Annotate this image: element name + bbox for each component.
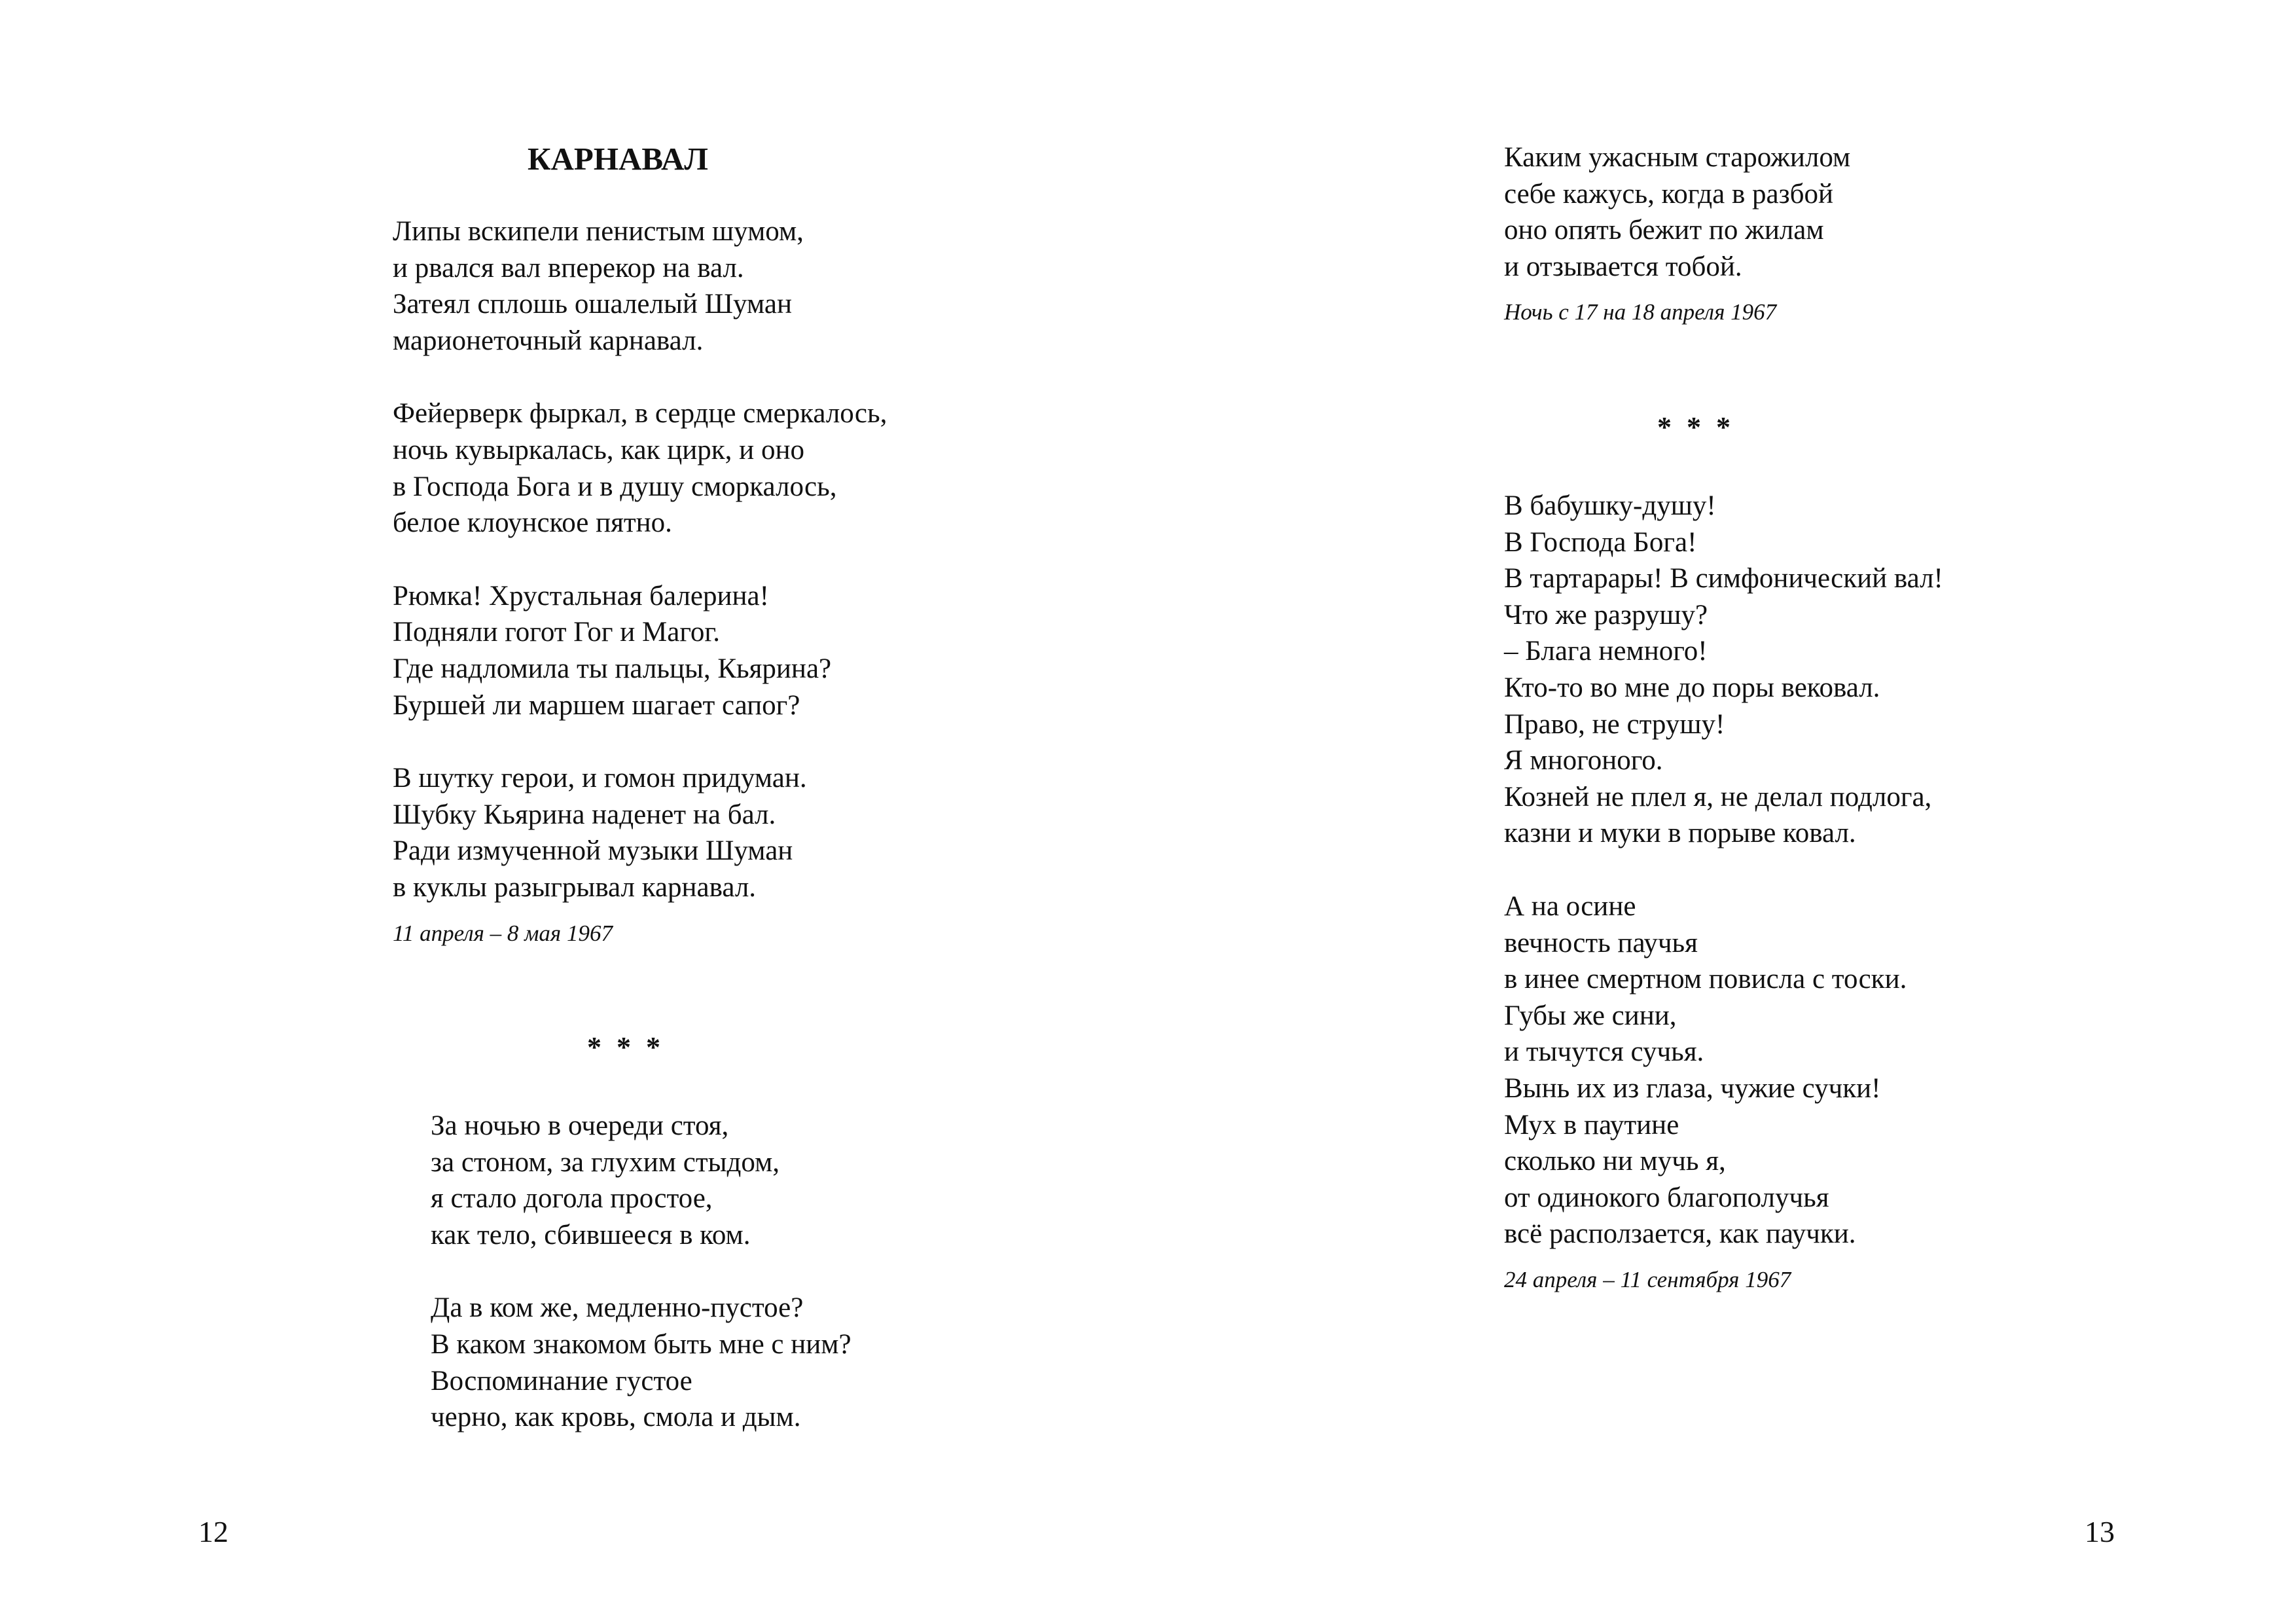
poem-date: Ночь с 17 на 18 апреля 1967 bbox=[1504, 299, 1777, 325]
poem-date: 24 апреля – 11 сентября 1967 bbox=[1504, 1266, 1791, 1292]
section-separator: * * * bbox=[1657, 411, 1734, 443]
verse-line: Что же разрушу? bbox=[1504, 599, 1708, 630]
verse-line: я стало догола простое, bbox=[431, 1183, 713, 1214]
poem-untitled-1-continued bbox=[1504, 139, 1850, 327]
poem-untitled-1 bbox=[431, 1108, 852, 1436]
verse-line: себе кажусь, когда в разбой bbox=[1504, 178, 1834, 210]
page-number: 13 bbox=[2085, 1515, 2115, 1548]
verse-line: А на осине bbox=[1504, 890, 1636, 922]
verse-line: Губы же сини, bbox=[1504, 1000, 1677, 1031]
right-page bbox=[1148, 0, 2296, 1623]
verse-line: Липы вскипели пенистым шумом, bbox=[393, 216, 804, 247]
page-number: 12 bbox=[198, 1515, 228, 1548]
verse-line: в инее смертном повисла с тоски. bbox=[1504, 964, 1907, 995]
verse-line: Где надломила ты пальцы, Кьярина? bbox=[393, 653, 832, 684]
verse-line: Да в ком же, медленно-пустое? bbox=[431, 1292, 804, 1324]
verse-line: В каком знакомом быть мне с ним? bbox=[431, 1328, 852, 1360]
stanza bbox=[393, 760, 887, 905]
poem-untitled-2 bbox=[1504, 488, 1943, 1294]
verse-line: черно, как кровь, смола и дым. bbox=[431, 1402, 801, 1433]
verse-line: марионеточный карнавал. bbox=[393, 325, 704, 356]
verse-line: В шутку герои, и гомон придуман. bbox=[393, 763, 807, 794]
verse-line: – Блага немного! bbox=[1504, 636, 1708, 667]
verse-line: и отзывается тобой. bbox=[1504, 251, 1742, 282]
stanza bbox=[393, 395, 887, 541]
verse-line: от одинокого благополучья bbox=[1504, 1182, 1829, 1213]
verse-line: Кто-то во мне до поры вековал. bbox=[1504, 672, 1880, 703]
verse-line: Ради измученной музыки Шуман bbox=[393, 835, 793, 867]
verse-line: Затеял сплошь ошалелый Шуман bbox=[393, 289, 792, 320]
verse-line: Подняли гогот Гог и Магог. bbox=[393, 617, 720, 648]
verse-line: и рвался вал вперекор на вал. bbox=[393, 252, 744, 283]
verse-line: В Господа Бога! bbox=[1504, 526, 1697, 558]
stanza bbox=[431, 1290, 852, 1435]
stanza bbox=[431, 1108, 852, 1253]
stanza bbox=[1504, 888, 1943, 1252]
verse-line: за стоном, за глухим стыдом, bbox=[431, 1146, 780, 1178]
verse-line: Буршей ли маршем шагает сапог? bbox=[393, 689, 800, 721]
verse-line: Шубку Кьярина наденет на бал. bbox=[393, 799, 776, 830]
stanza bbox=[393, 213, 887, 359]
verse-line: как тело, сбившееся в ком. bbox=[431, 1219, 751, 1250]
verse-line: Козней не плел я, не делал подлога, bbox=[1504, 781, 1932, 812]
verse-line: Мух в паутине bbox=[1504, 1109, 1679, 1140]
stanza bbox=[1504, 488, 1943, 852]
stanza bbox=[1504, 139, 1850, 285]
stanza bbox=[393, 578, 887, 723]
poem-date: 11 апреля – 8 мая 1967 bbox=[393, 920, 613, 946]
verse-line: вечность паучья bbox=[1504, 927, 1698, 958]
poem-title: КАРНАВАЛ bbox=[528, 141, 708, 177]
verse-line: оно опять бежит по жилам bbox=[1504, 215, 1824, 246]
poem-carnival bbox=[393, 213, 887, 948]
verse-line: всё расползается, как паучки. bbox=[1504, 1218, 1856, 1250]
verse-line: Право, не струшу! bbox=[1504, 708, 1725, 740]
verse-line: За ночью в очереди стоя, bbox=[431, 1110, 729, 1141]
verse-line: казни и муки в порыве ковал. bbox=[1504, 818, 1856, 849]
verse-line: Рюмка! Хрустальная балерина! bbox=[393, 580, 769, 611]
verse-line: и тычутся сучья. bbox=[1504, 1036, 1704, 1068]
verse-line: в Господа Бога и в душу сморкалось, bbox=[393, 471, 837, 502]
verse-line: Каким ужасным старожилом bbox=[1504, 142, 1851, 173]
verse-line: ночь кувыркалась, как цирк, и оно bbox=[393, 434, 804, 465]
verse-line: В бабушку-душу! bbox=[1504, 490, 1716, 521]
section-separator: * * * bbox=[587, 1031, 664, 1063]
verse-line: Воспоминание густое bbox=[431, 1365, 692, 1396]
verse-line: Фейерверк фыркал, в сердце смеркалось, bbox=[393, 398, 888, 429]
verse-line: в куклы разыгрывал карнавал. bbox=[393, 871, 757, 903]
verse-line: сколько ни мучь я, bbox=[1504, 1146, 1726, 1177]
verse-line: В тартарары! В симфонический вал! bbox=[1504, 563, 1943, 594]
verse-line: белое клоунское пятно. bbox=[393, 507, 672, 539]
verse-line: Вынь их из глаза, чужие сучки! bbox=[1504, 1072, 1881, 1104]
verse-line: Я многоного. bbox=[1504, 745, 1663, 776]
